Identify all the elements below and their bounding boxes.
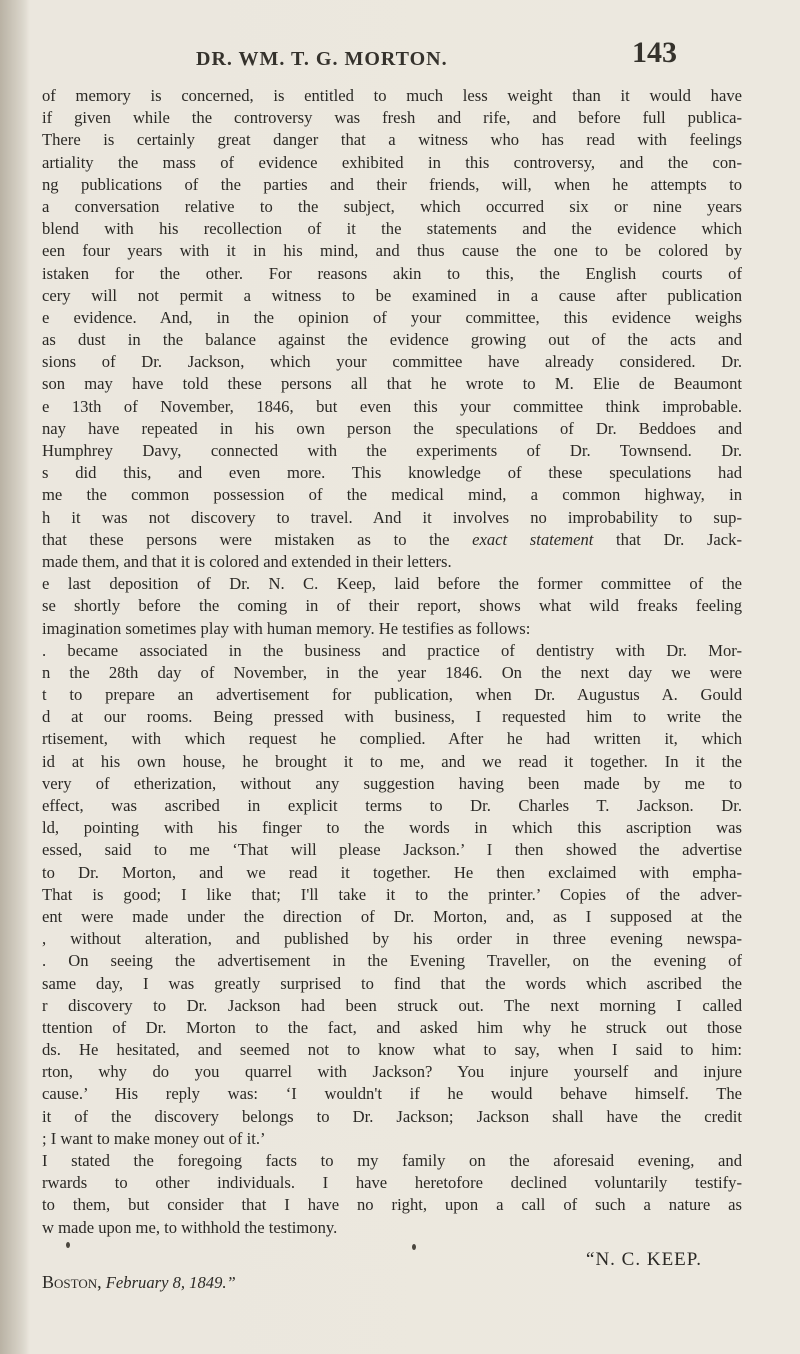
text-line: very of etherization, without any suggestion having been made by me to — [42, 773, 742, 793]
ink-speck — [66, 1242, 70, 1248]
text-line: istaken for the other. For reasons akin to this, the English courts of — [42, 263, 742, 283]
dateline — [42, 1271, 742, 1293]
text-line: w made upon me, to withhold the testimony. — [42, 1217, 338, 1237]
text-line: made them, and that it is colored and extended in their letters. — [42, 551, 452, 571]
text-line: se shortly before the coming in of their report, shows what wild freaks feeling — [42, 596, 742, 616]
emphasis: exact statement — [472, 529, 594, 549]
text-line: artiality the mass of evidence exhibited in this controversy, and the con- — [42, 152, 742, 172]
text-line: imagination sometimes play with human memory. He testifies as follows: — [42, 618, 531, 638]
text-line: e last deposition of Dr. N. C. Keep, laid before the former committee of the — [42, 574, 742, 594]
body-text — [42, 85, 742, 1293]
text-line: , without alteration, and published by his order in three evening newspa- — [42, 929, 742, 949]
text-line: There is certainly great danger that a witness who has read with feelings — [42, 130, 742, 150]
text-line: s did this, and even more. This knowledge of these speculations had — [42, 463, 742, 483]
text-line: to Dr. Morton, and we read it together. He then exclaimed with empha- — [42, 862, 742, 882]
text-line: rton, why do you quarrel with Jackson? You injure yourself and injure — [42, 1062, 742, 1082]
text-line: same day, I was greatly surprised to find that the words which ascribed the — [42, 973, 742, 993]
text-line: r discovery to Dr. Jackson had been struck out. The next morning I called — [42, 995, 742, 1015]
text-line: ng publications of the parties and their friends, will, when he attempts to — [42, 174, 742, 194]
text-line: e evidence. And, in the opinion of your committee, this evidence weighs — [42, 307, 742, 327]
line-spacer — [42, 1239, 742, 1249]
page-number: 143 — [632, 36, 677, 69]
text-line: essed, said to me ‘That will please Jackson.’ I then showed the advertise — [42, 840, 742, 860]
text-line: that these persons were mistaken as to the exact statement that Dr. Jack- — [42, 529, 742, 549]
text-line: it of the discovery belongs to Dr. Jackson; Jackson shall have the credit — [42, 1106, 742, 1126]
text-line: een four years with it in his mind, and thus cause the one to be colored by — [42, 241, 742, 261]
text-line: cery will not permit a witness to be examined in a cause after publication — [42, 285, 742, 305]
text-line: Humphrey Davy, connected with the experiments of Dr. Townsend. Dr. — [42, 441, 742, 460]
text-line: son may have told these persons all that he wrote to M. Elie de Beaumont — [42, 374, 742, 394]
dateline-date: February 8, 1849.” — [105, 1272, 236, 1292]
text-line: . became associated in the business and practice of dentistry with Dr. Mor- — [42, 640, 742, 660]
signature: “N. C. KEEP. — [586, 1248, 702, 1270]
page-header — [196, 34, 716, 74]
text-line: n the 28th day of November, in the year 1846. On the next day we were — [42, 662, 742, 682]
text-line: to them, but consider that I have no right, upon a call of such a nature as — [42, 1195, 742, 1215]
text-line: ttention of Dr. Morton to the fact, and asked him why he struck out those — [42, 1017, 742, 1037]
dateline-place: Boston, — [42, 1271, 102, 1292]
text-line: cause.’ His reply was: ‘I wouldn't if he would behave himself. The — [42, 1084, 742, 1104]
text-line: me the common possession of the medical mind, a common highway, in — [42, 485, 742, 505]
text-line: ent were made under the direction of Dr. Morton, and, as I supposed at the — [42, 906, 742, 926]
body-lines — [42, 85, 742, 1239]
text-line: if given while the controversy was fresh and rife, and before full publica- — [42, 108, 742, 128]
text-line: sions of Dr. Jackson, which your committee have already considered. Dr. — [42, 352, 742, 372]
text-line: id at his own house, he brought it to me, and we read it together. In it the — [42, 751, 742, 771]
text-line: effect, was ascribed in explicit terms to Dr. Charles T. Jackson. Dr. — [42, 796, 742, 815]
text-line: rtisement, with which request he complied. After he had written it, which — [42, 729, 742, 749]
text-line: h it was not discovery to travel. And it involves no improbability to sup- — [42, 507, 742, 527]
text-line: as dust in the balance against the evidence growing out of the acts and — [42, 330, 742, 350]
text-line: nay have repeated in his own person the speculations of Dr. Beddoes and — [42, 418, 742, 438]
text-line: ds. He hesitated, and seemed not to know what to say, when I said to him: — [42, 1040, 742, 1060]
text-line: rwards to other individuals. I have heretofore declined voluntarily testify- — [42, 1173, 742, 1193]
text-line: blend with his recollection of it the statements and the evidence which — [42, 219, 742, 239]
text-line: of memory is concerned, is entitled to much less weight than it would have — [42, 86, 742, 105]
page-gutter-shadow — [0, 0, 30, 1354]
text-line: ; I want to make money out of it.’ — [42, 1128, 266, 1148]
text-line: e 13th of November, 1846, but even this your committee think improbable. — [42, 396, 742, 416]
text-line: t to prepare an advertisement for publication, when Dr. Augustus A. Gould — [42, 685, 742, 705]
text-line: d at our rooms. Being pressed with business, I requested him to write the — [42, 707, 742, 727]
text-line: . On seeing the advertisement in the Evening Traveller, on the evening of — [42, 951, 742, 971]
text-line: That is good; I like that; I'll take it to the printer.’ Copies of the adver- — [42, 884, 742, 904]
ink-speck — [412, 1244, 416, 1250]
running-head: DR. WM. T. G. MORTON. — [196, 48, 448, 70]
text-line: I stated the foregoing facts to my family on the aforesaid evening, and — [42, 1151, 742, 1170]
text-line: a conversation relative to the subject, which occurred six or nine years — [42, 196, 742, 216]
text-line: ld, pointing with his finger to the words in which this ascription was — [42, 818, 742, 838]
